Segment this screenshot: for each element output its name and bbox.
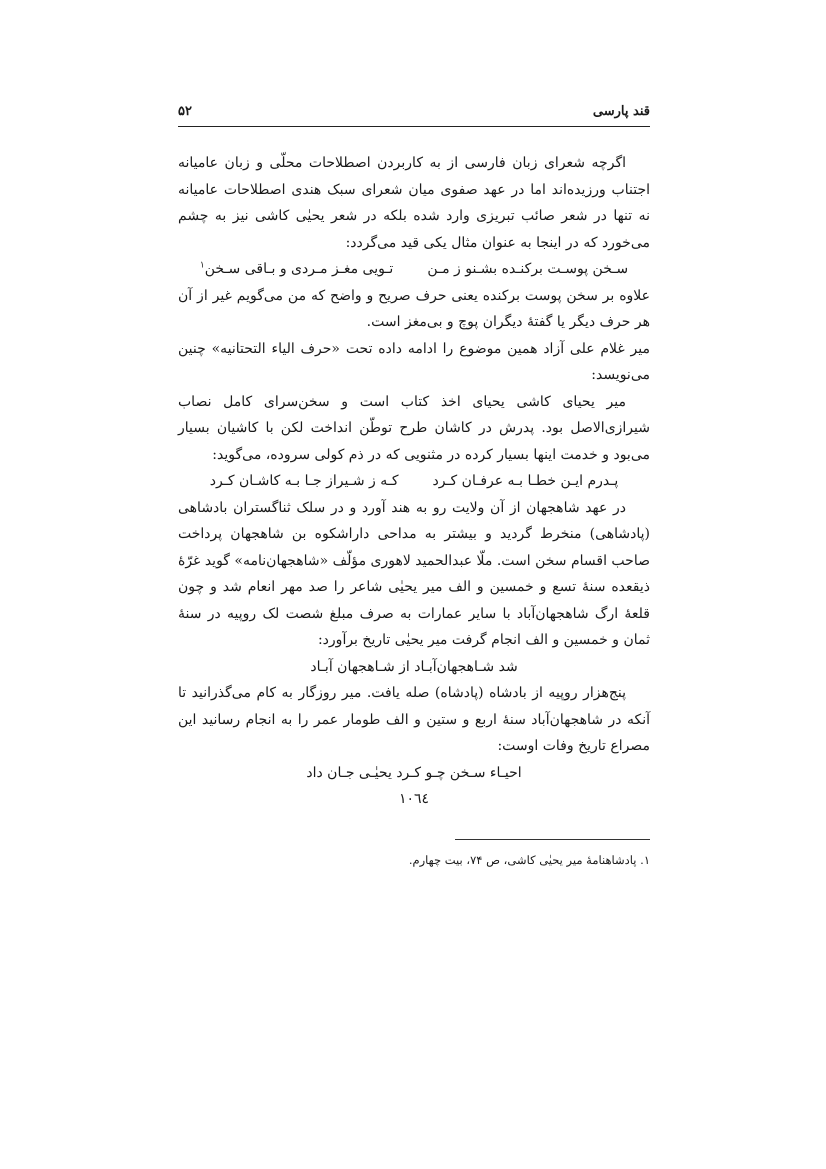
footnote-text: ۱. پادشاهنامهٔ میر یحیٰی کاشی، ص ۷۴، بیت چهارم. — [408, 853, 650, 867]
verse-1 — [178, 256, 650, 283]
verse-2 — [178, 468, 650, 495]
verse-1-hemistich-1: سـخن پوسـت برکنـده بشـنو ز مـن — [427, 261, 629, 277]
page-number: ۵۲ — [178, 104, 192, 119]
paragraph-3: میر غلام علی آزاد همین موضوع را ادامه داده تحت «حرف الیاء التحتانیه» چنین می‌نویسد: — [178, 340, 650, 383]
paragraph-5: در عهد شاهجهان از آن ولایت رو به هند آورد و در سلک ثناگستران بادشاهی (پادشاهی) منخرط گردید و بیشتر به مداحی داراشکوه بن شاهجهان پرداخت صاحب اقسام سخن است. ملّا عبدالحمید لاهوری مؤلّف «شاهجهان‌نامه» گوید غرّهٔ ذیقعده سنهٔ تسع و خمسین و الف میر یحیٰی شاعر را صد مهر انعام شد و چون قلعهٔ ارگ شاهجهان‌آباد با سایر عمارات به صرف مبلغ شصت لک روپیه در سنهٔ ثمان و خمسین و الف انجام گرفت میر یحیٰی تاریخ برآورد: — [178, 499, 650, 648]
main-text — [178, 150, 650, 813]
verse-1-hemistich-2-text: تـویی مغـز مـردی و بـاقی سـخن — [204, 261, 394, 277]
footnote-divider — [455, 839, 650, 840]
verse-2-hemistich-1: پـدرم ایـن خطـا بـه عرفـان کـرد — [432, 473, 619, 489]
paragraph-6: پنج‌هزار روپیه از بادشاه (پادشاه) صله یافت. میر روزگار به کام می‌گذرانید تا آنکه در شاهجهان‌آباد سنهٔ اربع و ستین و الف طومار عمر را به انجام رسانید این مصراع تاریخ وفات اوست: — [178, 685, 650, 754]
footnote-marker[interactable]: ۱ — [199, 260, 205, 271]
verse-3: شد شـاهجهان‌آبـاد از شـاهجهان آبـاد — [310, 658, 518, 675]
paragraph-4: میر یحیای کاشی یحیای اخذ کتاب است و سخن‌سرای کامل نصاب شیرازی‌الاصل بود. پدرش در کاشان طرح توطّن انداخت لکن با کاشیان بسیار می‌بود و خدمت اینها بسیار کرده در مثنویی که در ذم کولی سروده، می‌گوید: — [178, 393, 650, 463]
chronogram-year: ۱۰٦٤ — [398, 791, 430, 807]
paragraph-1: اگرچه شعرای زبان فارسی از به کاربردن اصطلاحات محلّی و زبان عامیانه اجتناب ورزیده‌اند اما در عهد صفوی میان شعرای سبک هندی اصطلاحات عامیانه نه تنها در شعر صائب تبریزی وارد شده بلکه در شعر یحیٰی کاشی نیز به چشم می‌خورد که در اینجا به عنوان مثال یکی قید می‌گردد: — [178, 155, 650, 251]
footnote — [178, 851, 650, 869]
paragraph-2: علاوه بر سخن پوست برکنده یعنی حرف صریح و واضح که من می‌گویم غیر از آن هر حرف دیگر یا گفتهٔ دیگران پوچ و بی‌مغز است. — [178, 287, 650, 330]
verse-4: احیـاء سـخن چـو کـرد یحیٰـی جـان داد — [306, 764, 522, 781]
book-title: قند پارسی — [592, 104, 650, 119]
verse-2-hemistich-2: کـه ز شـیراز جـا بـه کاشـان کـرد — [209, 473, 399, 489]
verse-1-hemistich-2 — [200, 256, 393, 283]
running-header — [178, 100, 650, 127]
